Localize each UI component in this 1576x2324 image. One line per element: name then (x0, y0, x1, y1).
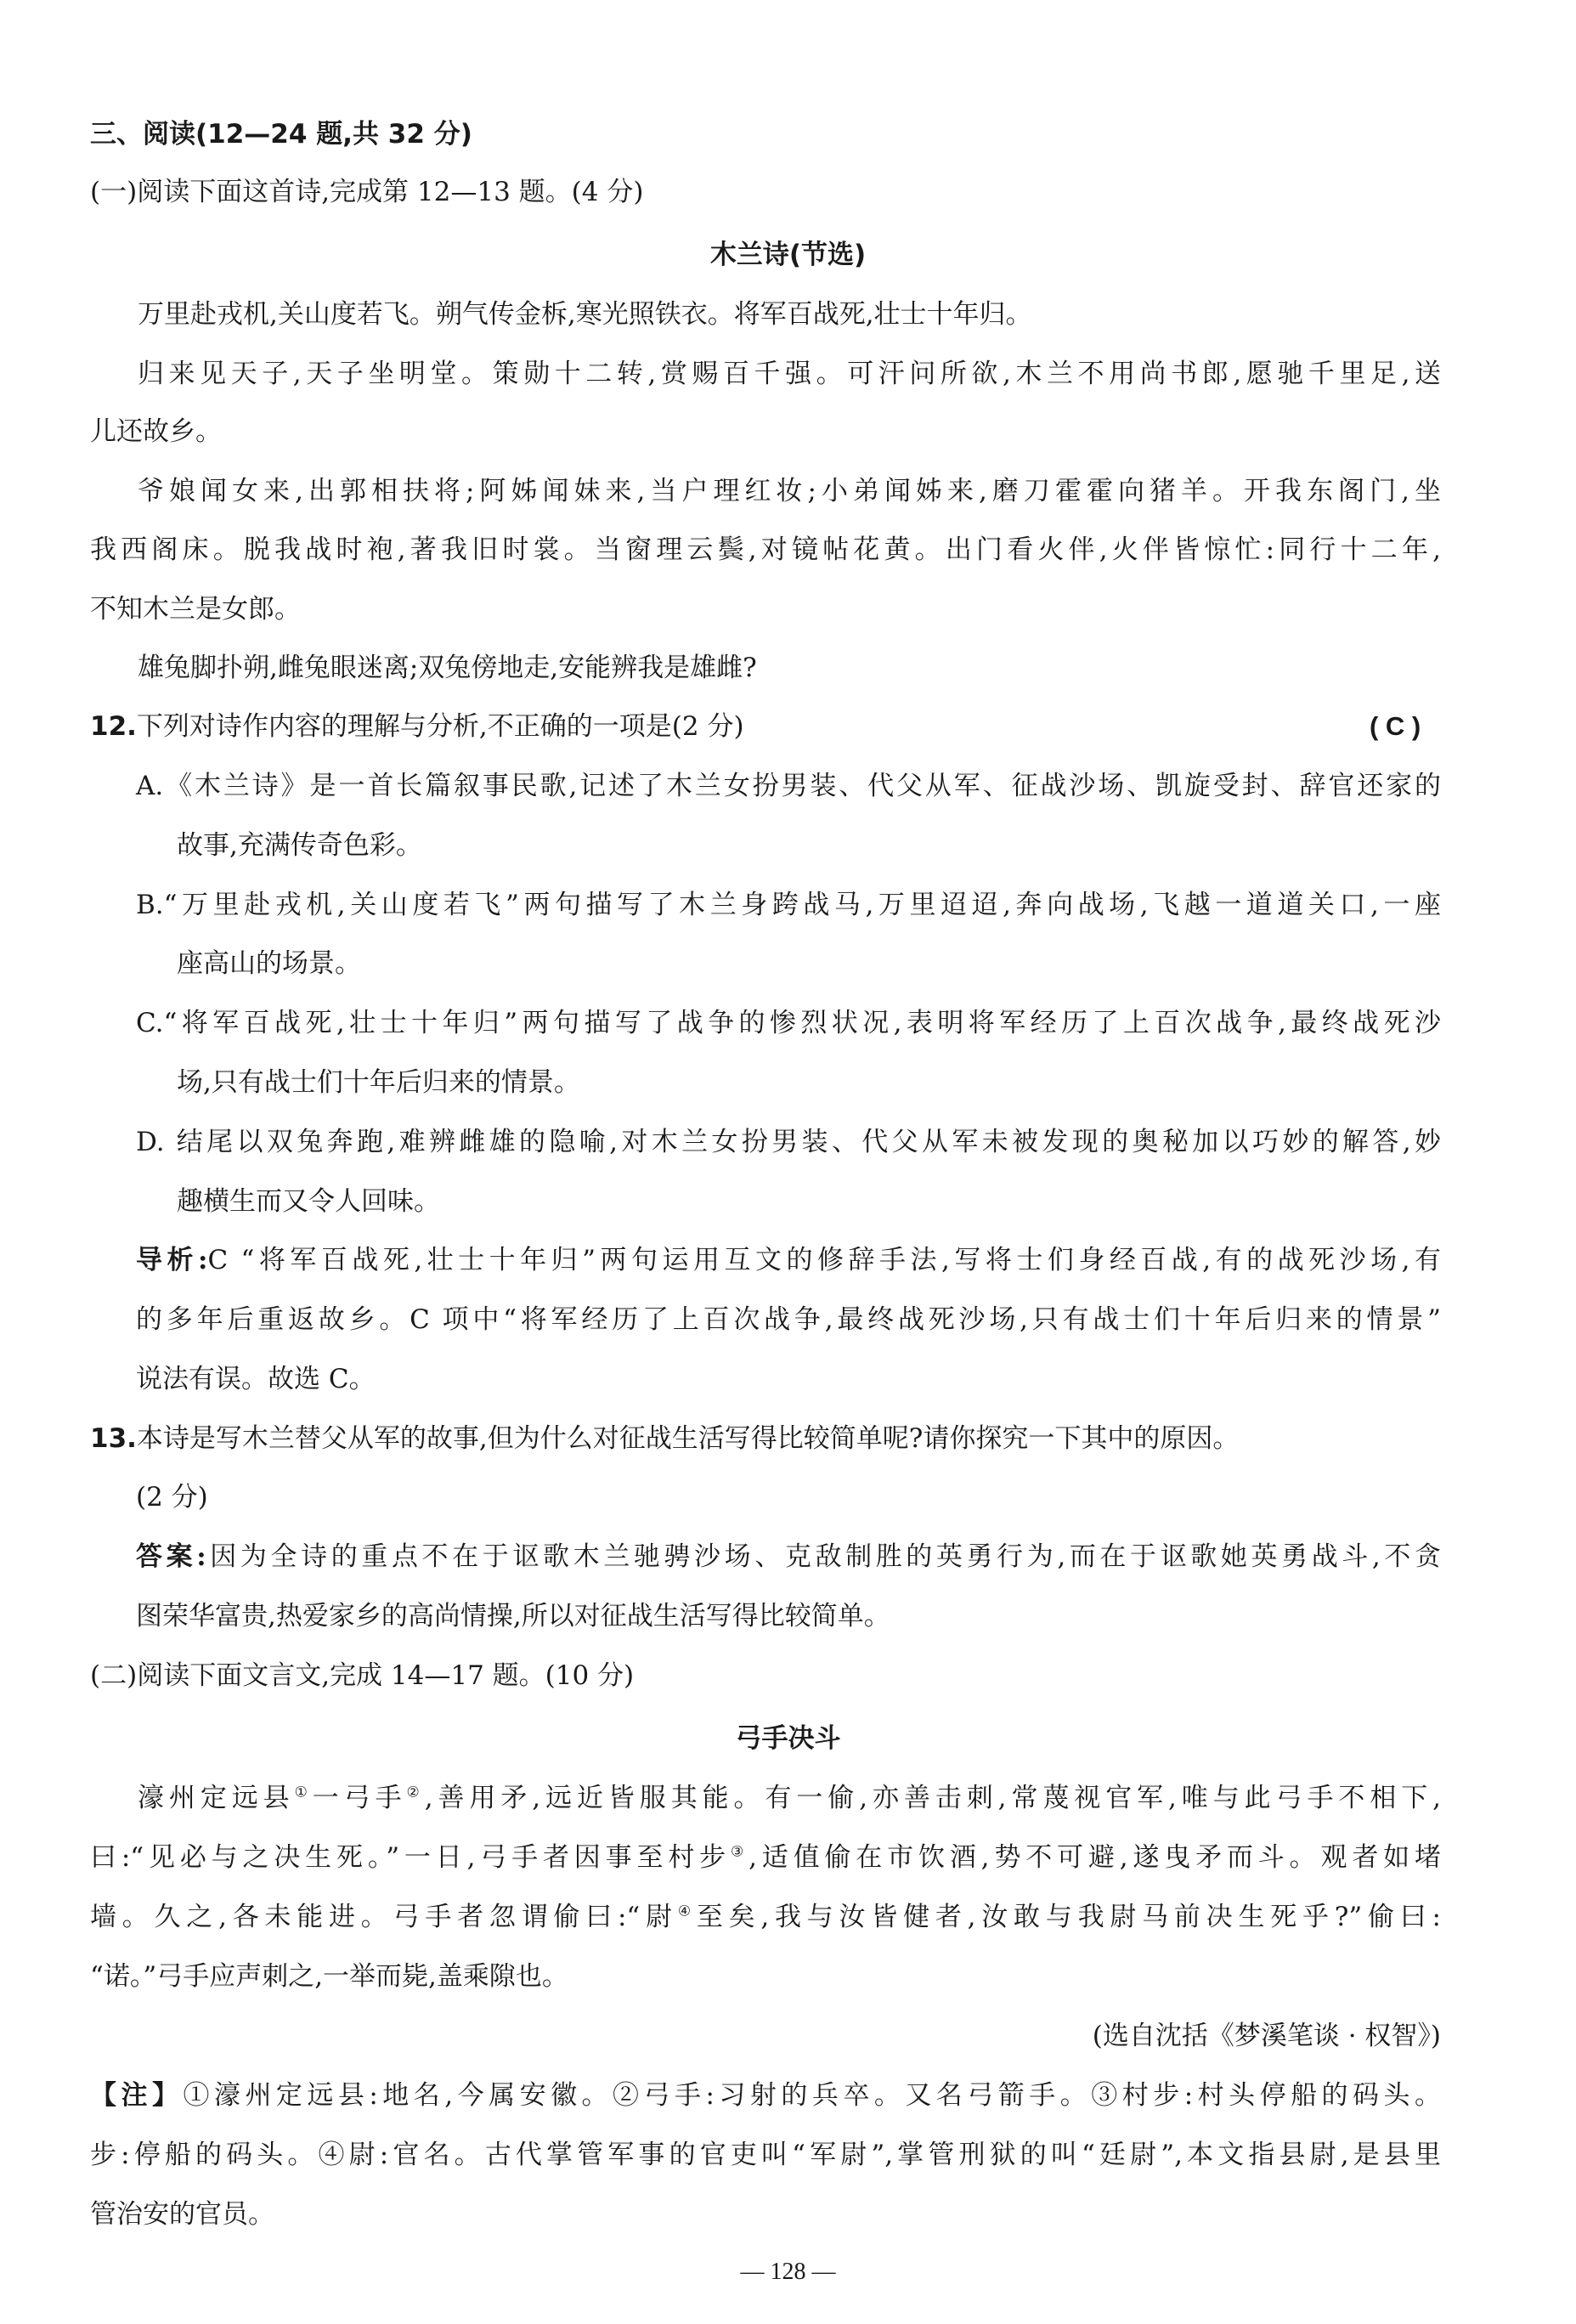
answer-choice: ( C ) (1370, 711, 1421, 741)
poem-line: 雄兔脚扑朔,雌兔眼迷离;双兔傍地走,安能辨我是雄雌? (138, 653, 757, 683)
answer-line (136, 1540, 1441, 1574)
prose-line: “诺。”弓手应声刺之,一举而毙,盖乘隙也。 (90, 1961, 568, 1992)
note-line: 管治安的官员。 (90, 2199, 274, 2230)
question-13 (90, 1422, 1239, 1456)
guide-line: 说法有误。故选 C。 (136, 1364, 376, 1394)
poem-line: 万里赴戎机,关山度若飞。朔气传金柝,寒光照铁衣。将军百战死,壮士十年归。 (138, 299, 1032, 330)
poem-title: 木兰诗(节选) (709, 240, 867, 270)
option-a-cont: 故事,充满传奇色彩。 (177, 830, 422, 861)
prose-text: 曰:“见必与之决生死。”一日,弓手者因事至村步 (90, 1842, 731, 1873)
note-label: 【注】 (90, 2080, 184, 2111)
question-stem: 本诗是写木兰替父从军的故事,但为什么对征战生活写得比较简单呢?请你探究一下其中的原因。 (136, 1423, 1240, 1454)
guide-label: 导析: (136, 1245, 208, 1275)
poem-line: 归来见天子,天子坐明堂。策勋十二转,赏赐百千强。可汗问所欲,木兰不用尚书郎,愿驰千里足,送 (138, 359, 1441, 389)
poem-line: 不知木兰是女郎。 (90, 594, 301, 625)
note-marker: ④ (677, 1903, 697, 1920)
prose-title: 弓手决斗 (735, 1723, 841, 1754)
part2-intro: (二)阅读下面文言文,完成 14—17 题。(10 分) (90, 1660, 635, 1691)
question-number: 12. (90, 711, 137, 742)
note-line (90, 2078, 1441, 2112)
option-c-cont: 场,只有战士们十年后归来的情景。 (177, 1067, 580, 1098)
option-a: A.《木兰诗》是一首长篇叙事民歌,记述了木兰女扮男装、代父从军、征战沙场、凯旋受封、辞官还家的 (136, 771, 1441, 801)
note-marker: ② (406, 1784, 425, 1801)
prose-text: 一弓手 (312, 1783, 407, 1813)
prose-text: 墙。久之,各未能进。弓手者忽谓偷曰:“尉 (90, 1902, 678, 1932)
question-points: (2 分) (136, 1482, 208, 1513)
note-line: 步:停船的码头。④尉:官名。古代掌管军事的官吏叫“军尉”,掌管刑狱的叫“廷尉”,本文指县尉,是县里 (90, 2140, 1441, 2170)
prose-text: ,适值偷在市饮酒,势不可避,遂曳矛而斗。观者如堵 (748, 1842, 1441, 1873)
question-12 (90, 710, 744, 744)
note-text: ①濠州定远县:地名,今属安徽。②弓手:习射的兵卒。又名弓箭手。③村步:村头停船的码头。 (183, 2080, 1442, 2111)
note-marker: ③ (731, 1843, 749, 1861)
poem-line: 爷娘闻女来,出郭相扶将;阿姊闻妹来,当户理红妆;小弟闻姊来,磨刀霍霍向猪羊。开我东阁门,坐 (138, 476, 1441, 506)
guide-line (136, 1243, 1441, 1277)
poem-line: 儿还故乡。 (90, 416, 222, 447)
option-b: B.“万里赴戎机,关山度若飞”两句描写了木兰身跨战马,万里迢迢,奔向战场,飞越一道道关口,一座 (136, 890, 1441, 920)
poem-line: 我西阁床。脱我战时袍,著我旧时裳。当窗理云鬓,对镜帖花黄。出门看火伴,火伴皆惊忙:同行十二年, (90, 534, 1441, 565)
prose-text: ,善用矛,远近皆服其能。有一偷,亦善击刺,常蔑视官军,唯与此弓手不相下, (424, 1783, 1442, 1813)
prose-line (90, 1841, 1441, 1874)
option-d: D. 结尾以双兔奔跑,难辨雌雄的隐喻,对木兰女扮男装、代父从军未被发现的奥秘加以巧妙的解答,妙 (136, 1127, 1441, 1157)
prose-text: 至矣,我与汝皆健者,汝敢与我尉马前决生死乎?”偷曰: (696, 1902, 1441, 1932)
answer-label: 答案: (136, 1541, 206, 1572)
answer-line: 图荣华富贵,热爱家乡的高尚情操,所以对征战生活写得比较简单。 (136, 1601, 890, 1631)
prose-text: 濠州定远县 (138, 1783, 295, 1813)
prose-line (138, 1781, 1441, 1815)
answer-text: 因为全诗的重点不在于讴歌木兰驰骋沙场、克敌制胜的英勇行为,而在于讴歌她英勇战斗,不贪 (206, 1541, 1441, 1572)
section-heading: 三、阅读(12—24 题,共 32 分) (90, 119, 472, 150)
page-number: — 128 — (740, 2259, 836, 2285)
question-stem: 下列对诗作内容的理解与分析,不正确的一项是(2 分) (136, 711, 744, 742)
question-number: 13. (90, 1423, 137, 1454)
option-b-cont: 座高山的场景。 (177, 948, 361, 979)
prose-line (90, 1900, 1441, 1934)
guide-text: C “将军百战死,壮士十年归”两句运用互文的修辞手法,写将士们身经百战,有的战死沙场,有 (207, 1245, 1441, 1275)
part1-intro: (一)阅读下面这首诗,完成第 12—13 题。(4 分) (90, 177, 644, 207)
note-marker: ① (294, 1784, 313, 1801)
option-d-cont: 趣横生而又令人回味。 (177, 1186, 440, 1217)
source-citation: (选自沈括《梦溪笔谈 · 权智》) (1092, 2021, 1441, 2051)
guide-line: 的多年后重返故乡。C 项中“将军经历了上百次战争,最终战死沙场,只有战士们十年后归来的情景” (136, 1304, 1441, 1335)
option-c: C.“将军百战死,壮士十年归”两句描写了战争的惨烈状况,表明将军经历了上百次战争,最终战死沙 (136, 1008, 1441, 1038)
